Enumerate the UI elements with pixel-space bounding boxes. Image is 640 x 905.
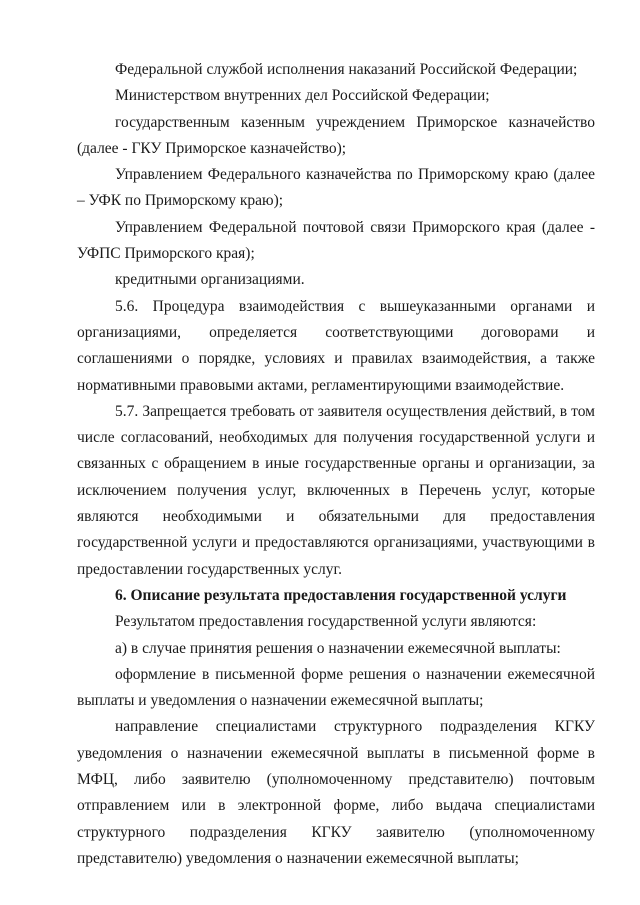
paragraph-ufps: Управлением Федеральной почтовой связи Приморского края (далее - УФПС Приморского края);	[77, 218, 595, 263]
paragraph-fsin: Федеральной службой исполнения наказаний Российской Федерации;	[115, 61, 578, 78]
paragraph-gku-treasury: государственным казенным учреждением Приморское казначейство (далее - ГКУ Приморское казначейство);	[77, 113, 595, 157]
section-heading-6: 6. Описание результата предоставления государственной услуги	[115, 586, 567, 604]
paragraph-credit-organizations: кредитными организациями.	[115, 271, 305, 289]
document-body	[77, 57, 595, 872]
paragraph-5-6: 5.6. Процедура взаимодействия с вышеуказанными органами и организациями, определяется соответствующими договорами и соглашениями о порядке, условиях и правилах взаимодействия, а также нормативными правовыми актами, регламентирующими взаимодействие.	[77, 297, 595, 394]
paragraph-mvd: Министерством внутренних дел Российской Федерации;	[115, 87, 490, 105]
paragraph-result-intro: Результатом предоставления государственной услуги являются:	[115, 613, 537, 631]
paragraph-result-decision: оформление в письменной форме решения о назначении ежемесячной выплаты и уведомления о назначении ежемесячной выплаты;	[77, 665, 595, 710]
paragraph-result-a: а) в случае принятия решения о назначении ежемесячной выплаты:	[115, 639, 561, 657]
paragraph-ufk: Управлением Федерального казначейства по Приморскому краю (далее – УФК по Приморскому краю);	[77, 166, 595, 210]
paragraph-5-7: 5.7. Запрещается требовать от заявителя осуществления действий, в том числе согласований, необходимых для получения государственной услуги и связанных с обращением в иные государственные органы и организации, за исключением получения услуг, включенных в Перечень услуг, которые являются необходимыми и обязательными для предоставления государственной услуги и предоставляются организациями, участвующими в предоставлении государственных услуг.	[77, 402, 595, 578]
paragraph-result-notification: направление специалистами структурного подразделения КГКУ уведомления о назначении ежемесячной выплаты в письменной форме в МФЦ, либо заявителю (уполномоченному представителю) почтовым отправлением или в электронной форме, либо выдача специалистами структурного подразделения КГКУ заявителю (уполномоченному представителю) уведомления о назначении ежемесячной выплаты;	[77, 718, 595, 867]
